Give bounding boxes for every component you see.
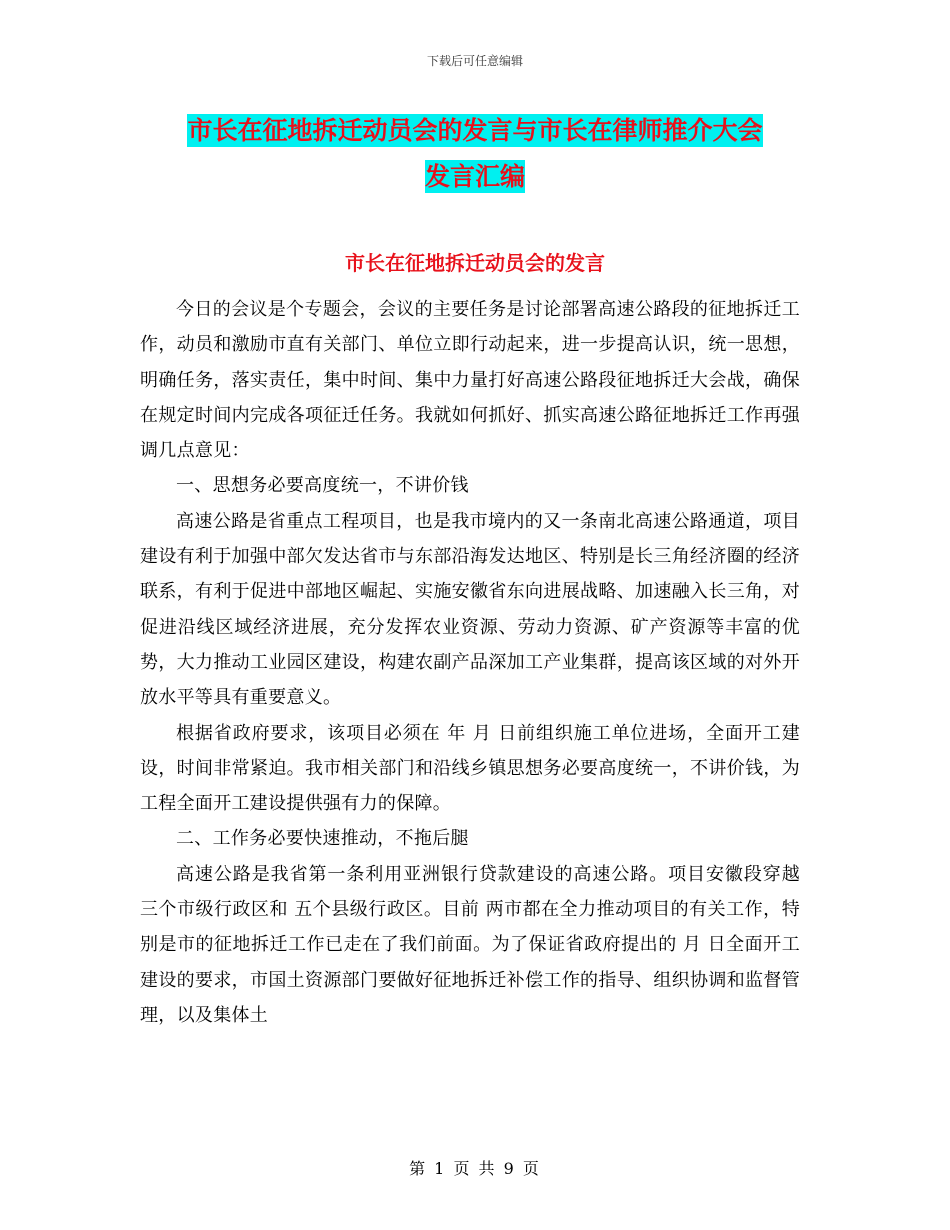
paragraph: 根据省政府要求，该项目必须在 年 月 日前组织施工单位进场，全面开工建设，时间非常紧迫。我市相关部门和沿线乡镇思想务必要高度统一，不讲价钱，为工程全面开工建设提供强有力的保障。 [140,722,800,815]
page-footer: 第 1 页 共 9 页 [409,1159,541,1178]
title-line-2: 发言汇编 [424,162,525,191]
paragraph: 高速公路是省重点工程项目，也是我市境内的又一条南北高速公路通道，项目建设有利于加强中部欠发达省市与东部沿海发达地区、特别是长三角经济圈的经济联系，有利于促进中部地区崛起、实施安徽省东向进展战略、加速融入长三角，对促进沿线区域经济进展，充分发挥农业资源、劳动力资源、矿产资源等丰富的优势，大力推动工业园区建设，构建农副产品深加工产业集群，提高该区域的对外开放水平等具有重要意义。 [140,510,800,709]
title-line-1: 市长在征地拆迁动员会的发言与市长在律师推介大会 [187,116,763,145]
document-title [140,108,810,200]
paragraph: 高速公路是我省第一条利用亚洲银行贷款建设的高速公路。项目安徽段穿越 三个市级行政区和 五个县级行政区。目前 两市都在全力推动项目的有关工作，特别是市的征地拆迁工作已走在了我们前面。为了保证省政府提出的 月 日全面开工建设的要求，市国土资源部门要做好征地拆迁补偿工作的指导、组织协调和监督管理，以及集体土 [140,863,800,1026]
body-text [140,292,800,1033]
paragraph-heading: 一、思想务必要高度统一，不讲价钱 [176,475,469,497]
paragraph-heading: 二、工作务必要快速推动，不拖后腿 [176,828,469,850]
paragraph: 今日的会议是个专题会，会议的主要任务是讨论部署高速公路段的征地拆迁工作，动员和激励市直有关部门、单位立即行动起来，进一步提高认识，统一思想，明确任务，落实责任，集中时间、集中力量打好高速公路段征地拆迁大会战，确保在规定时间内完成各项征迁任务。我就如何抓好、抓实高速公路征地拆迁工作再强调几点意见： [140,299,800,462]
section-title: 市长在征地拆迁动员会的发言 [345,251,605,275]
header-note: 下载后可任意编辑 [426,54,523,68]
